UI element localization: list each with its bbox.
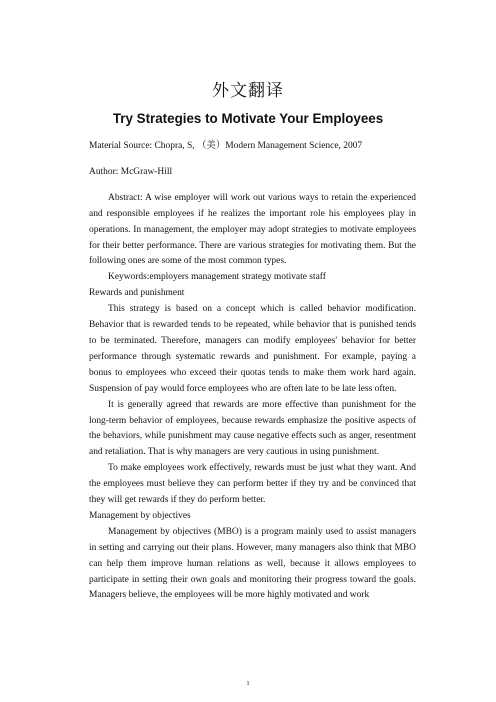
section-heading-mbo: Management by objectives — [89, 510, 191, 521]
body-text — [89, 139, 416, 604]
document-title: 外文翻译 — [212, 81, 284, 101]
keywords-line: Keywords:employers management strategy motivate staff — [108, 272, 326, 283]
article-title: Try Strategies to Motivate Your Employees — [112, 111, 384, 126]
page-number: 1 — [246, 680, 250, 687]
author-line: Author: McGraw-Hill — [89, 166, 173, 177]
section-heading-rewards: Rewards and punishment — [89, 288, 185, 299]
abstract-paragraph: Abstract: A wise employer will work out various ways to retain the experienced and responsible employees if he realizes the important role his employees play in operations. In management, the employer may adopt strategies to motivate employees for their better performance. There are various strategies for motivating them. But the following ones are some of the most common types. — [89, 192, 416, 267]
rewards-paragraph-1: This strategy is based on a concept which is called behavior modification. Behavior that is rewarded tends to be repeated, while behavior that is punished tends to be terminated. Therefore, managers can modify employees' behavior for better performance through systematic rewards and punishment. For example, paying a bonus to employees who exceed their quotas tends to make them work hard again. Suspension of pay would force employees who are often late to be late less often. — [89, 304, 416, 394]
rewards-paragraph-2: It is generally agreed that rewards are more effective than punishment for the long-term behavior of employees, because rewards emphasize the positive aspects of the behaviors, while punishment may cause negative effects such as anger, resentment and retaliation. That is why managers are very cautious in using punishment. — [89, 399, 416, 458]
mbo-paragraph-1: Management by objectives (MBO) is a program mainly used to assist managers in setting and carrying out their plans. However, many managers also think that MBO can help them improve human relations as well, because it allows employees to participate in setting their own goals and monitoring their progress toward the goals. Managers believe, the employees will be more highly motivated and work — [89, 526, 416, 601]
material-source: Material Source: Chopra, S, （美）Modern Management Science, 2007 — [89, 141, 363, 151]
rewards-paragraph-3: To make employees work effectively, rewards must be just what they want. And the employees must believe they can perform better if they try and be convinced that they will get rewards if they do perform better. — [89, 463, 416, 506]
